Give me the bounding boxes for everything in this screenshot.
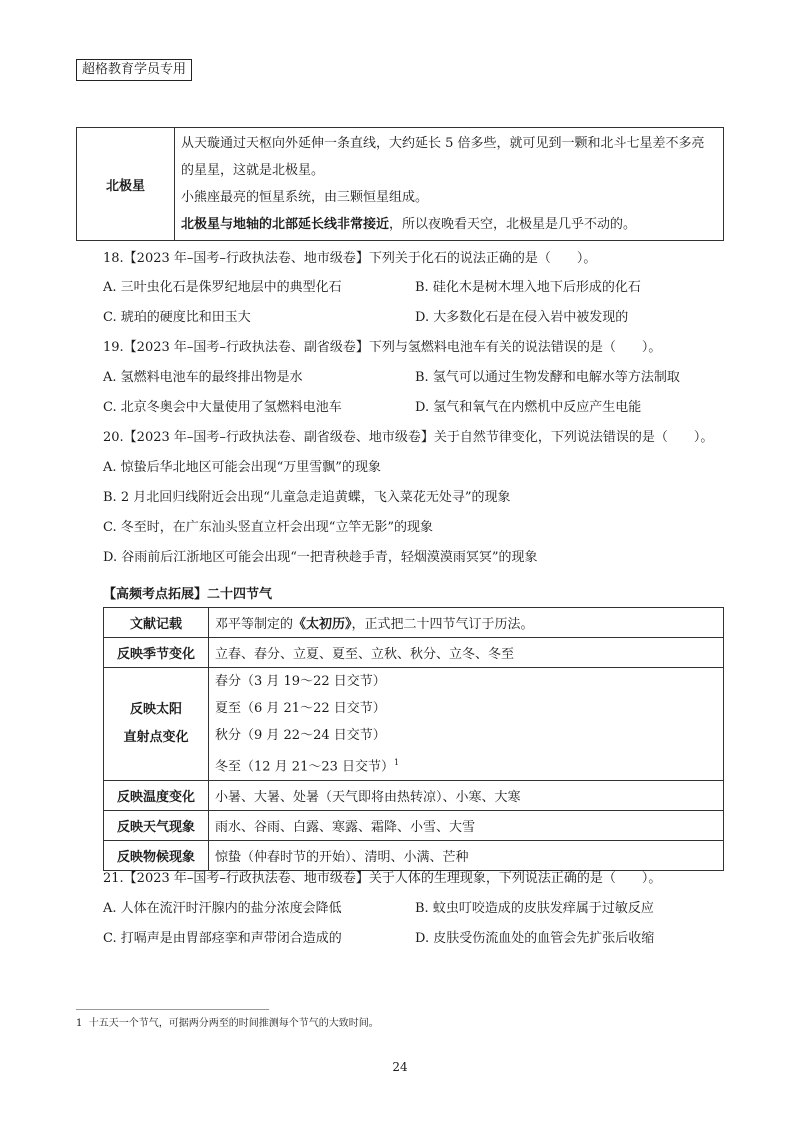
terms-row-head: 反映物候现象 <box>104 841 209 871</box>
polaris-line-3: 小熊座最亮的恒星系统，由三颗恒星组成。 <box>181 190 429 205</box>
terms-row-head: 反映天气现象 <box>104 811 209 841</box>
footnote <box>76 1017 379 1031</box>
records-post: ，正式把二十四节气订于历法。 <box>351 617 534 632</box>
polaris-line-2: 的星星，这就是北极星。 <box>181 163 325 178</box>
terms-row-body: 小暑、大暑、处暑（天气即将由热转凉）、小寒、大寒 <box>209 781 724 811</box>
sun-head-line-2: 直射点变化 <box>123 730 189 746</box>
terms-row-head: 文献记载 <box>104 608 209 638</box>
q19-option-d: D. 氢气和氧气在内燃机中反应产生电能 <box>415 400 642 415</box>
footnote-ref: 1 <box>394 758 400 767</box>
terms-row-records <box>104 608 724 638</box>
q20-option-c: C. 冬至时，在广东汕头竖直立杆会出现“立竿无影”的现象 <box>103 520 434 535</box>
q21-option-c: C. 打嗝声是由胃部痉挛和声带闭合造成的 <box>103 931 342 946</box>
header-tag: 超格教育学员专用 <box>76 59 192 81</box>
sun-line-2: 夏至（6 月 21～22 日交节） <box>215 701 386 716</box>
polaris-bold-text: 北极星与地轴的北部延长线非常接近 <box>181 217 390 232</box>
polaris-rest-text: ，所以夜晚看天空，北极星是几乎不动的。 <box>389 217 637 232</box>
polaris-body <box>175 128 724 241</box>
terms-row-sun <box>104 668 724 781</box>
terms-row-head <box>104 668 209 781</box>
page-number: 24 <box>392 1060 408 1074</box>
terms-row-temperature <box>104 781 724 811</box>
polaris-row <box>77 128 724 241</box>
q21-option-d: D. 皮肤受伤流血处的血管会先扩张后收缩 <box>415 931 655 946</box>
q20-option-d: D. 谷雨前后江浙地区可能会出现“一把青秧趁手青，轻烟漠漠雨冥冥”的现象 <box>103 550 538 565</box>
q21-option-a: A. 人体在流汗时汗腺内的盐分浓度会降低 <box>103 901 342 916</box>
q20-option-b: B. 2 月北回归线附近会出现“儿童急走追黄蝶，飞入菜花无处寻”的现象 <box>103 490 511 505</box>
polaris-table <box>76 127 724 241</box>
records-book-title: 《太初历》 <box>293 617 352 632</box>
q18-stem: 18.【2023 年–国考–行政执法卷、地市级卷】下列关于化石的说法正确的是（ ）。 <box>103 251 597 266</box>
terms-row-head: 反映温度变化 <box>104 781 209 811</box>
footnote-mark: 1 <box>76 1018 83 1029</box>
q18-option-d: D. 大多数化石是在侵入岩中被发现的 <box>415 310 629 325</box>
section-title: 【高频考点拓展】二十四节气 <box>103 587 273 602</box>
terms-row-body <box>209 668 724 781</box>
terms-row-body: 立春、春分、立夏、夏至、立秋、秋分、立冬、冬至 <box>209 638 724 668</box>
terms-row-phenology <box>104 841 724 871</box>
q21-option-b: B. 蚊虫叮咬造成的皮肤发痒属于过敏反应 <box>415 901 654 916</box>
terms-row-head: 反映季节变化 <box>104 638 209 668</box>
footnote-divider <box>76 1009 269 1010</box>
sun-line-3: 秋分（9 月 22～24 日交节） <box>215 728 386 743</box>
polaris-line-1: 从天璇通过天枢向外延伸一条直线，大约延长 5 倍多些，就可见到一颗和北斗七星差不多亮 <box>181 136 705 151</box>
terms-row-season <box>104 638 724 668</box>
terms-row-weather <box>104 811 724 841</box>
sun-line-4 <box>215 749 717 780</box>
q21-stem: 21.【2023 年–国考–行政执法卷、地市级卷】关于人体的生理现象，下列说法正确的是（ ）。 <box>103 871 662 886</box>
footnote-text: 十五天一个节气，可据两分两至的时间推测每个节气的大致时间。 <box>88 1018 379 1029</box>
sun-line-1: 春分（3 月 19～22 日交节） <box>215 674 386 689</box>
terms-row-body: 惊蛰（仲春时节的开始）、清明、小满、芒种 <box>209 841 724 871</box>
solar-terms-table <box>103 607 724 871</box>
terms-row-body: 雨水、谷雨、白露、寒露、霜降、小雪、大雪 <box>209 811 724 841</box>
sun-head-line-1: 反映太阳 <box>129 702 182 718</box>
polaris-line-4 <box>181 211 717 238</box>
q18-option-a: A. 三叶虫化石是侏罗纪地层中的典型化石 <box>103 280 342 295</box>
polaris-head: 北极星 <box>77 128 175 241</box>
sun-line-4-text: 冬至（12 月 21～23 日交节） <box>215 759 395 775</box>
terms-row-body <box>209 608 724 638</box>
records-pre: 邓平等制定的 <box>215 617 294 632</box>
q18-option-c: C. 琥珀的硬度比和田玉大 <box>103 310 251 325</box>
q18-option-b: B. 硅化木是树木埋入地下后形成的化石 <box>415 280 641 295</box>
q20-option-a: A. 惊蛰后华北地区可能会出现“万里雪飘”的现象 <box>103 460 381 475</box>
q19-option-a: A. 氢燃料电池车的最终排出物是水 <box>103 370 303 385</box>
q19-stem: 19.【2023 年–国考–行政执法卷、副省级卷】下列与氢燃料电池车有关的说法错误的是（ ）。 <box>103 340 662 355</box>
q19-option-c: C. 北京冬奥会中大量使用了氢燃料电池车 <box>103 400 342 415</box>
q19-option-b: B. 氢气可以通过生物发酵和电解水等方法制取 <box>415 370 680 385</box>
q20-stem: 20.【2023 年–国考–行政执法卷、副省级卷、地市级卷】关于自然节律变化，下列说法错误的是（ ）。 <box>103 430 714 445</box>
